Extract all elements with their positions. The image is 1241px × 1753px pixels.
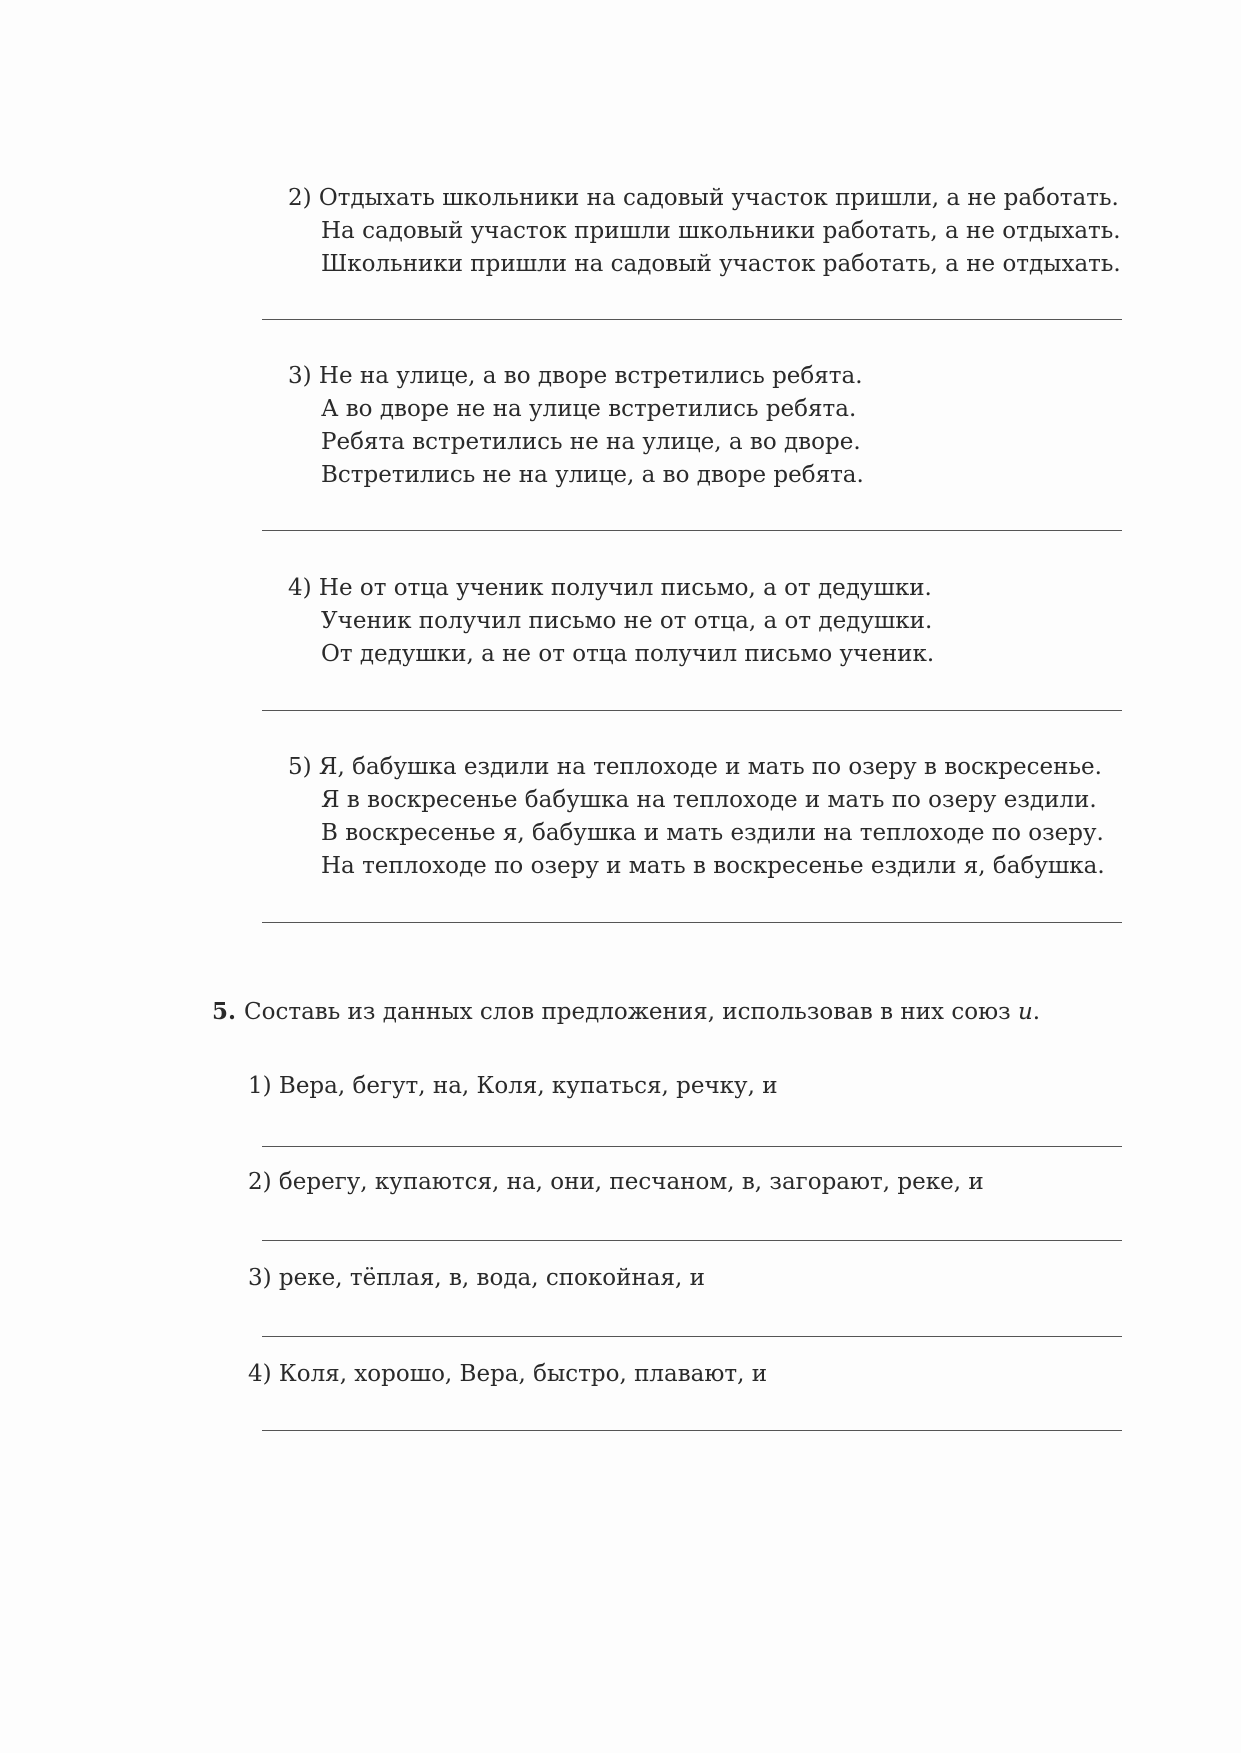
answer-line[interactable]: [262, 710, 1122, 711]
exercise-end-punct: .: [1032, 999, 1041, 1025]
exercise-number: 5.: [212, 998, 237, 1025]
answer-line[interactable]: [262, 1146, 1122, 1147]
item-line: А во дворе не на улице встретились ребята.: [321, 396, 857, 422]
item-line: [288, 751, 1105, 784]
exercise-4-item-5: [288, 751, 1105, 883]
answer-line[interactable]: [262, 1430, 1122, 1431]
exercise-4-item-2: [288, 182, 1121, 281]
answer-line[interactable]: [262, 530, 1122, 531]
item-number: 2): [288, 185, 312, 211]
item-words: Вера, бегут, на, Коля, купаться, речку, и: [278, 1073, 778, 1099]
item-text: Не от отца ученик получил письмо, а от дедушки.: [318, 575, 932, 601]
exercise-5-item-2: [248, 1166, 984, 1199]
item-number: 4): [288, 575, 312, 601]
exercise-conjunction: и: [1017, 999, 1033, 1025]
item-line: На садовый участок пришли школьники работать, а не отдыхать.: [321, 218, 1121, 244]
item-number: 3): [248, 1265, 272, 1291]
item-line: [288, 360, 864, 393]
exercise-instruction: Составь из данных слов предложения, использовав в них союз: [244, 999, 1011, 1025]
item-line: В воскресенье я, бабушка и мать ездили на теплоходе по озеру.: [321, 820, 1104, 846]
item-number: 2): [248, 1169, 272, 1195]
item-text: Отдыхать школьники на садовый участок пришли, а не работать.: [318, 185, 1119, 211]
item-line: Ученик получил письмо не от отца, а от дедушки.: [321, 608, 933, 634]
answer-line[interactable]: [262, 1336, 1122, 1337]
exercise-5-title: [212, 995, 1040, 1029]
item-line: [288, 182, 1121, 215]
item-words: Коля, хорошо, Вера, быстро, плавают, и: [278, 1361, 768, 1387]
item-line: На теплоходе по озеру и мать в воскресенье ездили я, бабушка.: [321, 853, 1105, 879]
item-number: 5): [288, 754, 312, 780]
item-line: Ребята встретились не на улице, а во дворе.: [321, 429, 861, 455]
exercise-5-item-3: [248, 1262, 705, 1295]
exercise-4-item-4: [288, 572, 934, 671]
answer-line[interactable]: [262, 922, 1122, 923]
exercise-5-item-1: [248, 1070, 778, 1103]
item-number: 3): [288, 363, 312, 389]
exercise-5-item-4: [248, 1358, 767, 1391]
answer-line[interactable]: [262, 319, 1122, 320]
item-text: Я, бабушка ездили на теплоходе и мать по озеру в воскресенье.: [318, 754, 1102, 780]
item-number: 4): [248, 1361, 272, 1387]
item-line: Школьники пришли на садовый участок работать, а не отдыхать.: [321, 251, 1121, 277]
item-line: [288, 572, 934, 605]
item-line: Встретились не на улице, а во дворе ребята.: [321, 462, 864, 488]
item-line: От дедушки, а не от отца получил письмо ученик.: [321, 641, 935, 667]
answer-line[interactable]: [262, 1240, 1122, 1241]
item-words: берегу, купаются, на, они, песчаном, в, загорают, реке, и: [278, 1169, 984, 1195]
item-words: реке, тёплая, в, вода, спокойная, и: [278, 1265, 705, 1291]
item-number: 1): [248, 1073, 272, 1099]
item-text: Не на улице, а во дворе встретились ребята.: [318, 363, 863, 389]
item-line: Я в воскресенье бабушка на теплоходе и мать по озеру ездили.: [321, 787, 1097, 813]
exercise-4-item-3: [288, 360, 864, 492]
